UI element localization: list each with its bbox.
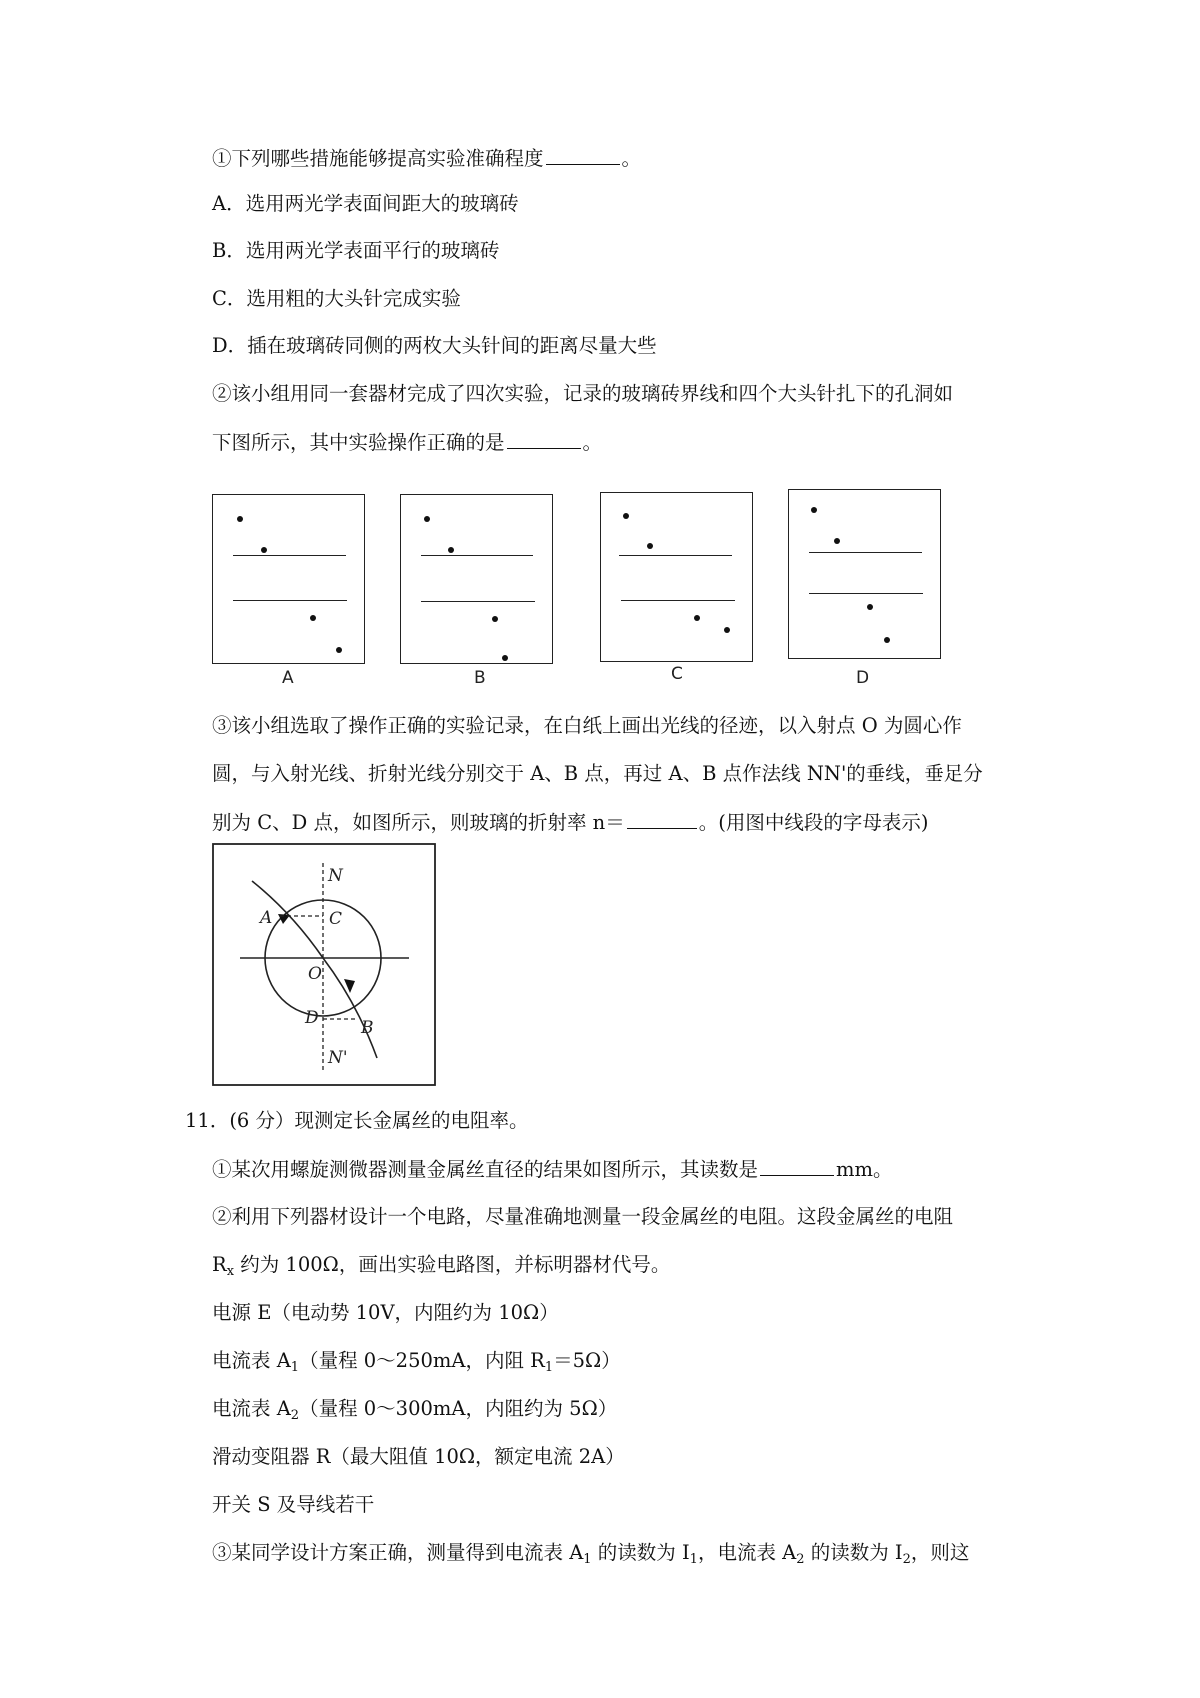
answer-blank-1[interactable] <box>546 146 620 165</box>
option-a: A．选用两光学表面间距大的玻璃砖 <box>212 192 519 215</box>
label-b: B <box>361 1018 374 1038</box>
label-a: A <box>260 908 273 928</box>
option-b: B．选用两光学表面平行的玻璃砖 <box>212 239 500 262</box>
label-c: C <box>329 909 343 929</box>
q10-part2-line1: ②该小组用同一套器材完成了四次实验，记录的玻璃砖界线和四个大头针扎下的孔洞如 <box>212 382 954 405</box>
equipment-rheostat: 滑动变阻器 R（最大阻值 10Ω，额定电流 2A） <box>212 1445 625 1468</box>
q11-part3: ③某同学设计方案正确，测量得到电流表 $A_1$ 的读数为 $I_1$，电流表 $A_2$ 的读数为 $I_2$，则这 <box>212 1541 970 1567</box>
figure-label-b: B <box>474 668 486 688</box>
figure-box-c <box>600 492 753 662</box>
q10-part1-prompt: ①下列哪些措施能够提高实验准确程度 。 <box>212 147 642 170</box>
answer-blank-2[interactable] <box>507 430 581 449</box>
option-d: D．插在玻璃砖同侧的两枚大头针间的距离尽量大些 <box>212 334 657 357</box>
label-d: D <box>305 1008 319 1028</box>
q11-heading: 11．(6 分）现测定长金属丝的电阻率。 <box>185 1109 529 1132</box>
label-n-prime: N' <box>328 1048 348 1068</box>
label-n: N <box>328 866 343 886</box>
equipment-power: 电源 E（电动势 10V，内阻约为 10Ω） <box>212 1301 559 1324</box>
figure-label-d: D <box>856 668 870 688</box>
q11-part2-line2: $R_x$ 约为 100Ω，画出实验电路图，并标明器材代号。 <box>212 1253 671 1279</box>
figure-box-d <box>788 489 941 659</box>
figure-box-a <box>212 494 365 664</box>
figure-label-c: C <box>671 664 683 684</box>
q10-part3-line2: 圆，与入射光线、折射光线分别交于 A、B 点，再过 A、B 点作法线 NN'的垂线，垂足分 <box>212 762 983 785</box>
equipment-ammeter-a1: 电流表 $A_1$（量程 0～250mA，内阻 $R_1=5\Omega$） <box>212 1349 621 1375</box>
q10-part2-line2: 下图所示，其中实验操作正确的是 。 <box>212 431 603 454</box>
label-o: O <box>308 964 322 984</box>
answer-blank-3[interactable] <box>627 810 697 829</box>
q11-part2-line1: ②利用下列器材设计一个电路，尽量准确地测量一段金属丝的电阻。这段金属丝的电阻 <box>212 1205 954 1228</box>
equipment-ammeter-a2: 电流表 $A_2$（量程 0～300mA，内阻约为 5Ω） <box>212 1397 618 1423</box>
refraction-diagram <box>212 843 437 1087</box>
option-c: C．选用粗的大头针完成实验 <box>212 287 461 310</box>
equipment-switch: 开关 S 及导线若干 <box>212 1493 375 1516</box>
q10-part3-line1: ③该小组选取了操作正确的实验记录，在白纸上画出光线的径迹，以入射点 O 为圆心作 <box>212 714 962 737</box>
figure-label-a: A <box>282 668 294 688</box>
figure-box-b <box>400 494 553 664</box>
q11-part1: ①某次用螺旋测微器测量金属丝直径的结果如图所示，其读数是 mm。 <box>212 1158 893 1181</box>
answer-blank-4[interactable] <box>760 1157 834 1176</box>
q10-part3-line3: 别为 C、D 点，如图所示，则玻璃的折射率 n＝ 。(用图中线段的字母表示) <box>212 811 929 834</box>
diagram-frame <box>213 844 435 1085</box>
